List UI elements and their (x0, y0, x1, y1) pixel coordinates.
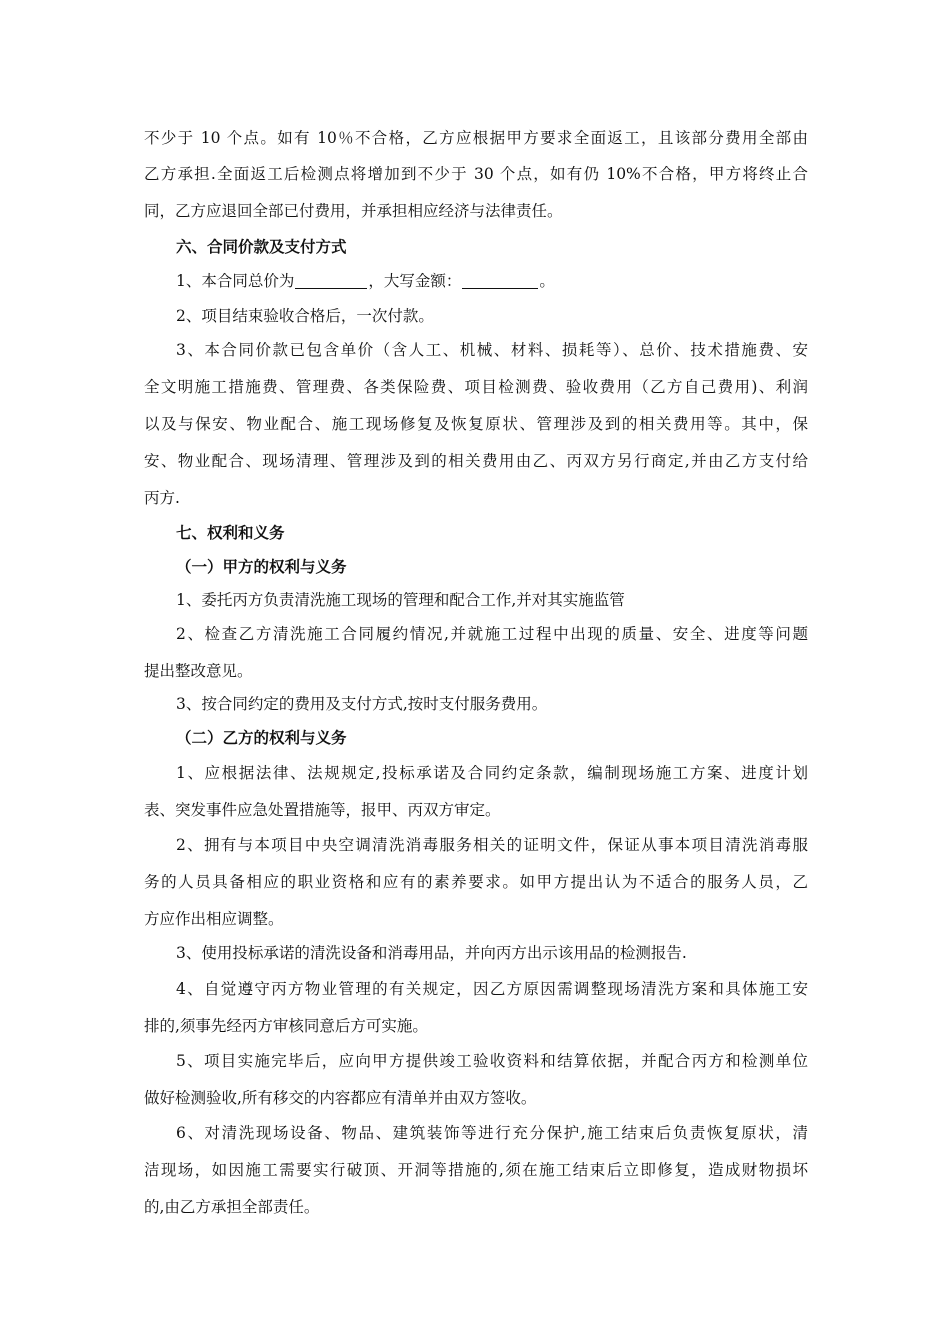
amount-in-words-label: ，大写金额： (368, 272, 462, 290)
paragraph-line: 3、按合同约定的费用及支付方式,按时支付服务费用。 (176, 695, 548, 713)
paragraph-line: 2、项目结束验收合格后，一次付款。 (176, 307, 434, 325)
paragraph-line: 以及与保安、物业配合、施工现场修复及恢复原状、管理涉及到的相关费用等。其中，保 (144, 415, 808, 433)
subsection-heading-party-a: （一）甲方的权利与义务 (176, 557, 347, 576)
paragraph-line: 提出整改意见。 (144, 662, 253, 680)
paragraph-line: 安、物业配合、现场清理、管理涉及到的相关费用由乙、丙双方另行商定,并由乙方支付给 (144, 452, 808, 470)
paragraph-line: 4、自觉遵守丙方物业管理的有关规定，因乙方原因需调整现场清洗方案和具体施工安 (176, 980, 808, 998)
paragraph-line: 表、突发事件应急处置措施等，报甲、丙双方审定。 (144, 801, 501, 819)
paragraph-line: 3、使用投标承诺的清洗设备和消毒用品，并向丙方出示该用品的检测报告. (176, 944, 687, 962)
paragraph-line: 1、委托丙方负责清洗施工现场的管理和配合工作,并对其实施监管 (176, 591, 625, 609)
paragraph-line: 丙方. (144, 489, 180, 507)
paragraph-line: 不少于 10 个点。如有 10％不合格，乙方应根据甲方要求全面返工，且该部分费用全部由 (144, 129, 808, 147)
subsection-heading-party-b: （二）乙方的权利与义务 (176, 728, 347, 747)
paragraph-line: 乙方承担.全面返工后检测点将增加到不少于 30 个点，如有仍 10%不合格，甲方将终止合 (144, 165, 808, 183)
paragraph-line: 3、本合同价款已包含单价（含人工、机械、材料、损耗等）、总价、技术措施费、安 (176, 341, 808, 359)
total-price-label: 1、本合同总价为 (176, 272, 295, 290)
amount-in-words-blank (462, 272, 538, 289)
paragraph-line: 6、对清洗现场设备、物品、建筑装饰等进行充分保护,施工结束后负责恢复原状，清 (176, 1124, 808, 1142)
paragraph-line: 全文明施工措施费、管理费、各类保险费、项目检测费、验收费用（乙方自己费用)、利润 (144, 378, 808, 396)
section-heading-7: 七、权利和义务 (176, 523, 285, 542)
paragraph-line: 洁现场，如因施工需要实行破顶、开洞等措施的,须在施工结束后立即修复，造成财物损坏 (144, 1161, 808, 1179)
paragraph-line: 务的人员具备相应的职业资格和应有的素养要求。如甲方提出认为不适合的服务人员，乙 (144, 873, 808, 891)
total-price-line (176, 271, 808, 293)
section-heading-6: 六、合同价款及支付方式 (176, 237, 347, 256)
paragraph-line: 2、拥有与本项目中央空调清洗消毒服务相关的证明文件，保证从事本项目清洗消毒服 (176, 836, 808, 854)
paragraph-line: 方应作出相应调整。 (144, 910, 284, 928)
total-price-blank (295, 272, 367, 289)
paragraph-line: 做好检测验收,所有移交的内容都应有清单并由双方签收。 (144, 1089, 537, 1107)
paragraph-line: 2、检查乙方清洗施工合同履约情况,并就施工过程中出现的质量、安全、进度等问题 (176, 625, 808, 643)
paragraph-line: 的,由乙方承担全部责任。 (144, 1198, 320, 1216)
paragraph-line: 同，乙方应退回全部已付费用，并承担相应经济与法律责任。 (144, 202, 563, 220)
paragraph-line: 排的,须事先经丙方审核同意后方可实施。 (144, 1017, 428, 1035)
paragraph-line: 1、应根据法律、法规规定,投标承诺及合同约定条款，编制现场施工方案、进度计划 (176, 764, 808, 782)
paragraph-line: 5、项目实施完毕后，应向甲方提供竣工验收资料和结算依据，并配合丙方和检测单位 (176, 1052, 808, 1070)
total-price-end: 。 (539, 272, 555, 290)
